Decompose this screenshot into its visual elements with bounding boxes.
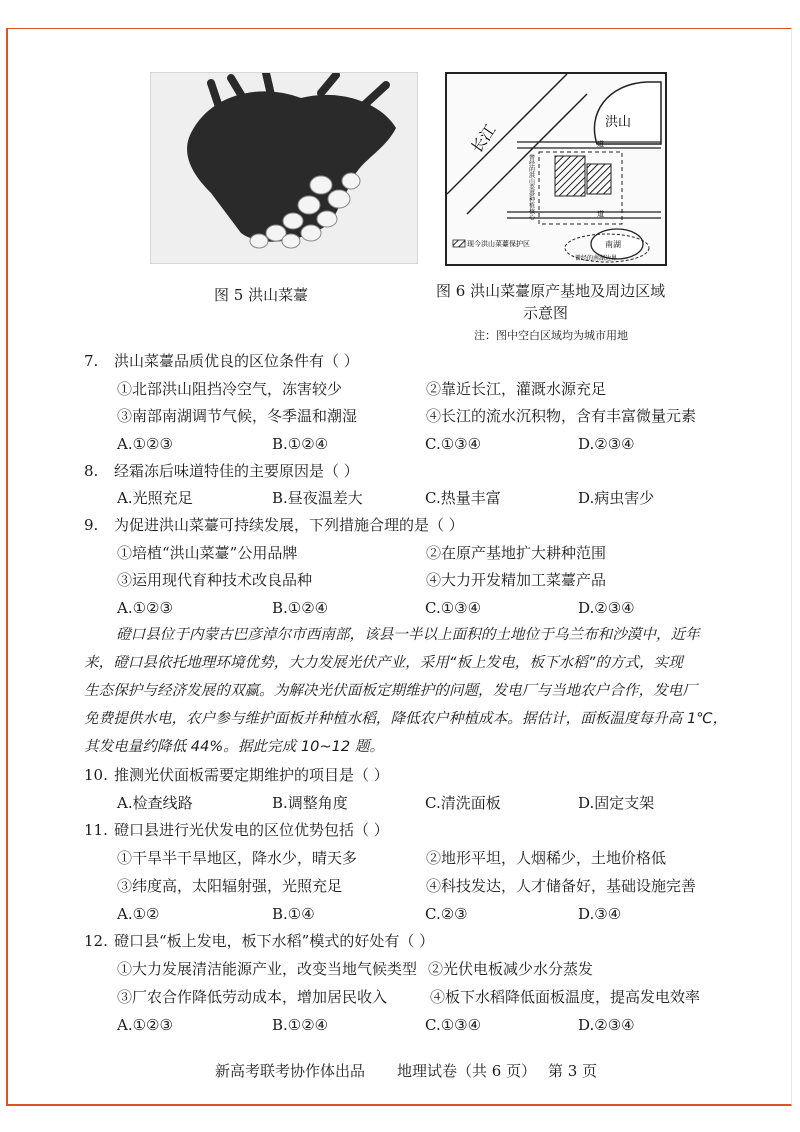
q9-option-c[interactable]: C.①③④ xyxy=(425,599,482,617)
caitai-area-map xyxy=(445,72,667,266)
q7-statement-3: ③南部南湖调节气候，冬季温和潮湿 xyxy=(117,407,358,425)
q12-stem: 磴口县“板上发电，板下水稻”模式的好处有（ ） xyxy=(114,932,435,950)
q9-statement-3: ③运用现代育种技术改良品种 xyxy=(117,571,313,589)
footer-page: 第 3 页 xyxy=(548,1062,598,1080)
map-legend: 现今洪山菜薹保护区 xyxy=(467,240,530,248)
q11-statement-1: ①干旱半干旱地区，降水少，晴天多 xyxy=(117,849,358,867)
q11-statement-3: ③纬度高，太阳辐射强，光照充足 xyxy=(117,877,343,895)
q11-option-a[interactable]: A.①② xyxy=(117,905,160,923)
q11-number: 11. xyxy=(84,821,108,839)
passage-line-1: 磴口县位于内蒙古巴彦淖尔市西南部，该县一半以上面积的土地位于乌兰布和沙漠中，近年 xyxy=(116,626,700,643)
q8-number: 8. xyxy=(84,462,99,480)
map-label-lake: 南湖 xyxy=(605,240,621,249)
q8-option-b[interactable]: B.昼夜温差大 xyxy=(272,489,363,507)
q10-number: 10. xyxy=(84,766,108,784)
caitai-photo xyxy=(150,72,418,264)
q8-option-d[interactable]: D.病虫害少 xyxy=(578,489,655,507)
q8-option-a[interactable]: A.光照充足 xyxy=(117,489,193,507)
q10-option-c[interactable]: C.清洗面板 xyxy=(425,794,501,812)
q7-statement-2: ②靠近长江，灌溉水源充足 xyxy=(426,380,607,398)
q7-option-b[interactable]: B.①②④ xyxy=(272,435,329,453)
q12-statement-4: ④板下水稻降低面板温度，提高发电效率 xyxy=(430,988,701,1006)
footer-paper: 地理试卷（共 6 页） xyxy=(397,1062,537,1080)
q10-option-a[interactable]: A.检查线路 xyxy=(117,794,193,812)
q11-option-c[interactable]: C.②③ xyxy=(425,905,468,923)
q9-option-d[interactable]: D.②③④ xyxy=(578,599,635,617)
passage-line-2: 来，磴口县依托地理环境优势，大力发展光伏产业，采用“板上发电，板下水稻”的方式，实现 xyxy=(84,654,683,671)
q11-option-b[interactable]: B.①④ xyxy=(272,905,315,923)
q9-number: 9. xyxy=(84,516,99,534)
footer-publisher: 新高考联考协作体出品 xyxy=(215,1062,366,1080)
map-label-road1: 道 xyxy=(597,140,604,148)
q7-option-c[interactable]: C.①③④ xyxy=(425,435,482,453)
fig6-note: 注：图中空白区域均为城市用地 xyxy=(474,329,628,342)
q12-option-d[interactable]: D.②③④ xyxy=(578,1016,635,1034)
q7-statement-1: ①北部洪山阻挡冷空气，冻害较少 xyxy=(117,380,343,398)
q7-number: 7. xyxy=(84,352,99,370)
q7-option-d[interactable]: D.②③④ xyxy=(578,435,635,453)
map-label-road2: 道 xyxy=(597,210,604,218)
q7-option-a[interactable]: A.①②③ xyxy=(117,435,173,453)
q12-option-c[interactable]: C.①③④ xyxy=(425,1016,482,1034)
q11-option-d[interactable]: D.③④ xyxy=(578,905,622,923)
q9-statement-1: ①培植“洪山菜薹”公用品牌 xyxy=(117,544,298,562)
q10-option-b[interactable]: B.调整角度 xyxy=(272,794,348,812)
map-label-original-area: 曾经的洪山菜薹种植核心 xyxy=(527,154,535,220)
q7-statement-4: ④长江的流水沉积物，含有丰富微量元素 xyxy=(426,407,697,425)
q9-statement-2: ②在原产基地扩大耕种范围 xyxy=(426,544,607,562)
q8-option-c[interactable]: C.热量丰富 xyxy=(425,489,501,507)
q9-option-b[interactable]: B.①②④ xyxy=(272,599,329,617)
q8-stem: 经霜冻后味道特佳的主要原因是（ ） xyxy=(114,462,359,480)
fig6-caption-line2: 示意图 xyxy=(523,304,569,322)
q12-statement-3: ③厂农合作降低劳动成本，增加居民收入 xyxy=(117,988,388,1006)
q9-stem: 为促进洪山菜薹可持续发展，下列措施合理的是（ ） xyxy=(114,516,464,534)
passage-line-5: 其发电量约降低 44%。据此完成 10~12 题。 xyxy=(84,738,385,755)
q7-stem: 洪山菜薹品质优良的区位条件有（ ） xyxy=(114,352,359,370)
map-label-mountain: 洪山 xyxy=(605,115,632,130)
map-label-river: 长江 xyxy=(467,121,500,157)
q12-statement-2: ②光伏电板减少水分蒸发 xyxy=(428,960,594,978)
q12-option-b[interactable]: B.①②④ xyxy=(272,1016,329,1034)
fig5-caption: 图 5 洪山菜薹 xyxy=(214,286,309,304)
q10-option-d[interactable]: D.固定支架 xyxy=(578,794,655,812)
q10-stem: 推测光伏面板需要定期维护的项目是（ ） xyxy=(114,766,389,784)
q11-stem: 磴口县进行光伏发电的区位优势包括（ ） xyxy=(114,821,389,839)
fig6-caption: 图 6 洪山菜薹原产基地及周边区域 xyxy=(436,282,666,300)
q9-option-a[interactable]: A.①②③ xyxy=(117,599,173,617)
passage-line-4: 免费提供水电，农户参与维护面板并种植水稻，降低农户种植成本。据估计，面板温度每升高 1℃， xyxy=(84,710,728,727)
q12-statement-1: ①大力发展清洁能源产业，改变当地气候类型 xyxy=(117,960,418,978)
q9-statement-4: ④大力开发精加工菜薹产品 xyxy=(426,571,607,589)
q11-statement-4: ④科技发达，人才储备好，基础设施完善 xyxy=(426,877,697,895)
q11-statement-2: ②地形平坦，人烟稀少，土地价格低 xyxy=(426,849,667,867)
passage-line-3: 生态保护与经济发展的双赢。为解决光伏面板定期维护的问题，发电厂与当地农户合作，发电厂 xyxy=(84,682,697,699)
q12-number: 12. xyxy=(84,932,108,950)
q12-option-a[interactable]: A.①②③ xyxy=(117,1016,173,1034)
map-label-lake-shore: 曾经的南湖边界 xyxy=(575,255,618,262)
